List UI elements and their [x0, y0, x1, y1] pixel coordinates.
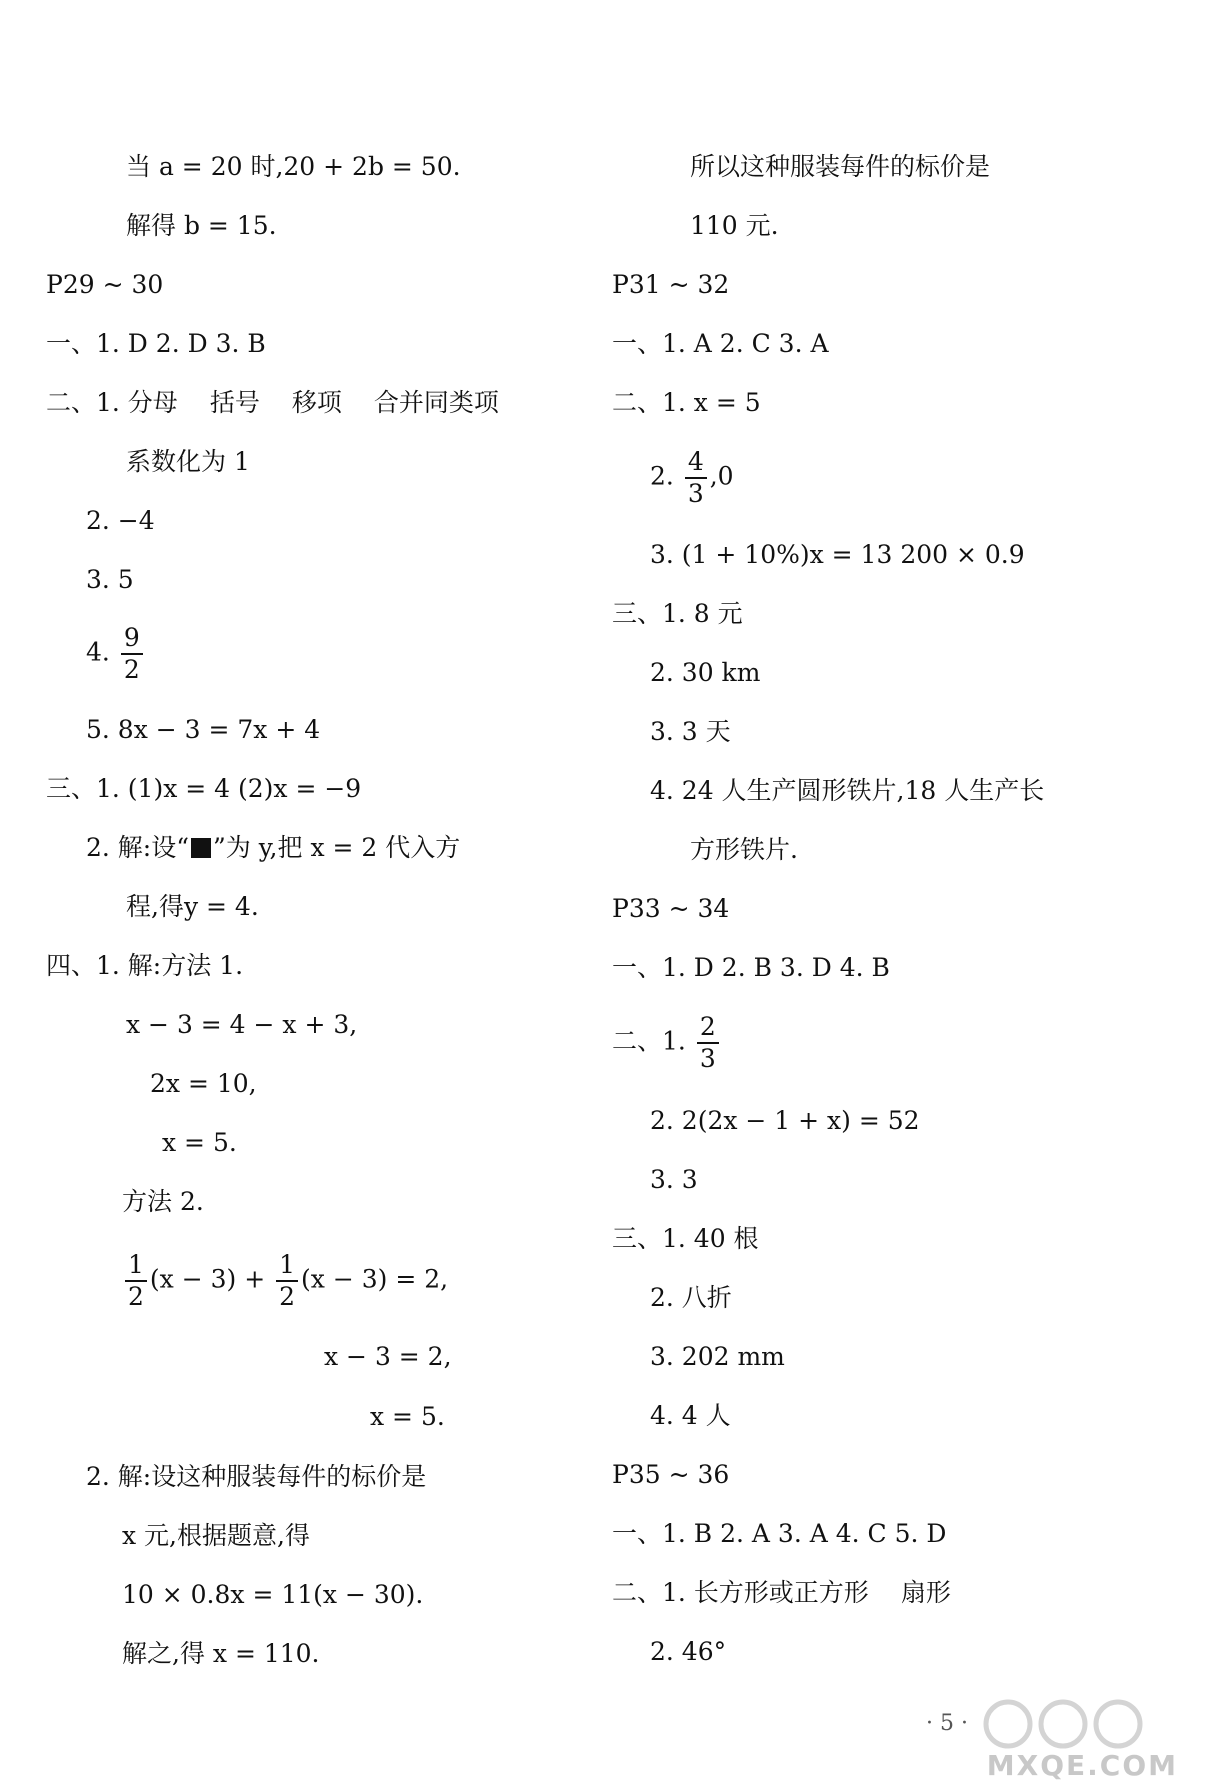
text-line: 解得 b = 15. — [126, 211, 277, 240]
text-span: 扇形 — [900, 1578, 951, 1607]
black-square-icon — [191, 838, 211, 858]
fraction — [125, 1250, 147, 1312]
text-span: 2. 解:设“ — [86, 833, 190, 862]
text-line: 三、1. 8 元 — [612, 599, 743, 628]
numerator: 1 — [125, 1250, 147, 1282]
text-span: ,0 — [709, 461, 734, 491]
text-line — [46, 388, 499, 418]
text-line: 三、1. 40 根 — [612, 1224, 759, 1253]
text-line: 一、1. D 2. B 3. D 4. B — [612, 953, 890, 982]
text-line: 2. 八折 — [650, 1283, 732, 1312]
text-span: 二、1. 长方形或正方形 — [612, 1578, 869, 1607]
page-number: · 5 · — [926, 1711, 968, 1736]
text-line: x − 3 = 4 − x + 3, — [126, 1010, 358, 1039]
numerator: 9 — [121, 623, 143, 655]
text-line: 二、1. x = 5 — [612, 388, 761, 417]
text-line: 2. 解:设这种服装每件的标价是 — [86, 1462, 427, 1491]
text-span: (x − 3) = 2, — [301, 1264, 449, 1294]
text-line: 当 a = 20 时,20 + 2b = 50. — [126, 152, 461, 181]
denominator: 2 — [279, 1282, 296, 1311]
numerator: 1 — [276, 1250, 298, 1282]
text-line: x = 5. — [162, 1128, 237, 1157]
text-line: 所以这种服装每件的标价是 — [690, 152, 991, 181]
fraction — [697, 1012, 719, 1074]
text-line: 5. 8x − 3 = 7x + 4 — [86, 715, 321, 744]
text-line: 2x = 10, — [150, 1069, 257, 1098]
denominator: 2 — [128, 1282, 144, 1311]
text-line: 4. 4 人 — [650, 1401, 731, 1430]
text-span: 二、1. 分母 — [46, 388, 178, 417]
text-span: 合并同类项 — [373, 388, 499, 417]
section-heading: P35 ~ 36 — [612, 1460, 730, 1489]
text-line — [650, 447, 734, 509]
text-line: 110 元. — [690, 211, 779, 240]
text-line: 一、1. A 2. C 3. A — [612, 329, 829, 358]
text-line — [86, 623, 146, 685]
text-line: 方形铁片. — [690, 835, 798, 864]
fraction — [685, 447, 707, 509]
text-line — [612, 1578, 951, 1608]
text-line: 3. 3 天 — [650, 717, 731, 746]
text-line: 3. 5 — [86, 565, 134, 594]
denominator: 3 — [699, 1044, 716, 1073]
text-line: 2. 30 km — [650, 658, 761, 687]
text-line: 3. (1 + 10%)x = 13 200 × 0.9 — [650, 540, 1025, 569]
text-line: 系数化为 1 — [126, 447, 250, 476]
text-line: 程,得y = 4. — [126, 892, 259, 921]
text-line: 2. 2(2x − 1 + x) = 52 — [650, 1106, 920, 1135]
text-span: ”为 y,把 x = 2 代入方 — [213, 833, 461, 862]
text-line: x = 5. — [370, 1402, 445, 1431]
section-heading: P31 ~ 32 — [612, 270, 730, 299]
text-line: 一、1. D 2. D 3. B — [46, 329, 266, 358]
fraction — [121, 623, 143, 685]
text-line: 10 × 0.8x = 11(x − 30). — [122, 1580, 424, 1609]
text-span: 二、1. — [612, 1026, 686, 1056]
text-line: 2. −4 — [86, 506, 155, 535]
text-span: 4. — [86, 637, 110, 667]
numerator: 4 — [685, 447, 707, 479]
text-line: 方法 2. — [122, 1187, 204, 1216]
watermark-text: MXQE.COM — [986, 1749, 1178, 1782]
text-line — [122, 1250, 448, 1312]
numerator: 2 — [697, 1012, 719, 1044]
text-line: 3. 3 — [650, 1165, 698, 1194]
text-line: 2. 46° — [650, 1637, 727, 1666]
text-line: x 元,根据题意,得 — [122, 1521, 310, 1550]
text-line: 一、1. B 2. A 3. A 4. C 5. D — [612, 1519, 947, 1548]
text-span: 2. — [650, 461, 674, 491]
denominator: 2 — [123, 655, 140, 684]
text-span: 移项 — [291, 388, 342, 417]
text-span: (x − 3) + — [149, 1264, 266, 1294]
text-line: 解之,得 x = 110. — [122, 1639, 320, 1668]
text-line: 3. 202 mm — [650, 1342, 785, 1371]
text-line: x − 3 = 2, — [324, 1342, 452, 1371]
text-line: 四、1. 解:方法 1. — [46, 951, 244, 980]
text-line: 三、1. (1)x = 4 (2)x = −9 — [46, 774, 362, 803]
denominator: 3 — [687, 479, 704, 508]
text-span: 括号 — [209, 388, 260, 417]
text-line: 4. 24 人生产圆形铁片,18 人生产长 — [650, 776, 1045, 805]
section-heading: P29 ~ 30 — [46, 270, 164, 299]
section-heading: P33 ~ 34 — [612, 894, 730, 923]
text-line — [86, 833, 460, 863]
fraction — [276, 1250, 298, 1312]
text-line — [612, 1012, 722, 1074]
